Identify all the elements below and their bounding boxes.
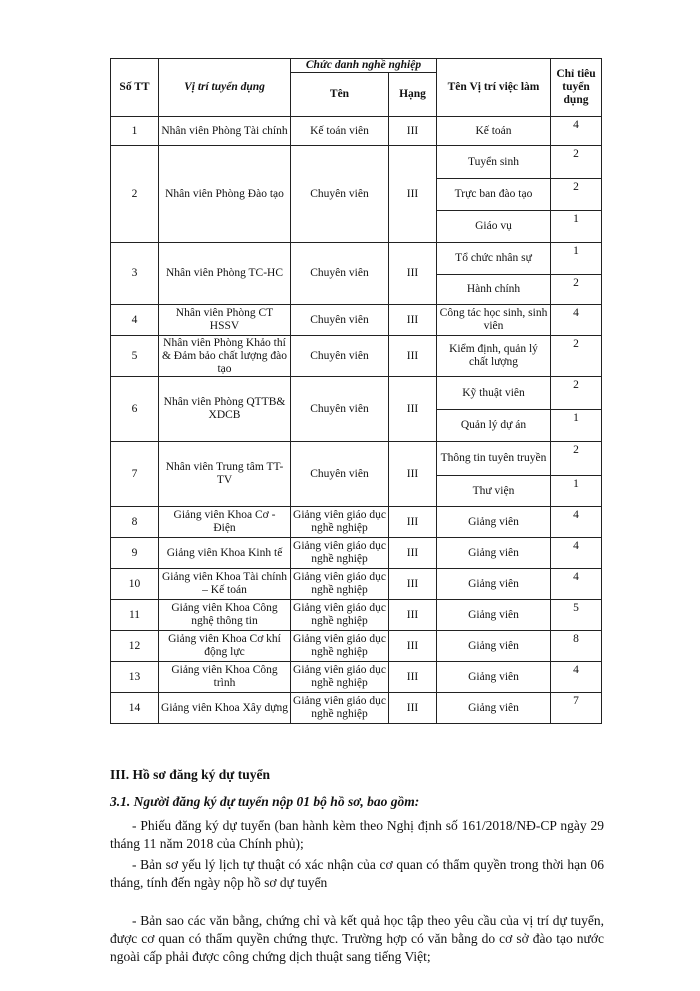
rank-cell: III bbox=[389, 377, 437, 442]
position-cell: Nhân viên Trung tâm TT-TV bbox=[159, 442, 291, 507]
header-title-rank: Hạng bbox=[389, 73, 437, 117]
job-name-cell: Tuyển sinh bbox=[437, 146, 551, 179]
job-name-cell: Tổ chức nhân sự bbox=[437, 243, 551, 275]
position-cell: Giảng viên Khoa Công trình bbox=[159, 662, 291, 693]
paragraph-diplomas: - Bản sao các văn bằng, chứng chỉ và kết quả học tập theo yêu cầu của vị trí dự tuyển, được cơ quan có thẩm quyền chứng thực. Trường hợp có văn bằng do cơ sở đào tạo nước ngoài cấp phải được công chứng dịch thuật sang tiếng Việt; bbox=[110, 913, 604, 964]
title-cell: Giảng viên giáo dục nghề nghiệp bbox=[291, 693, 389, 724]
title-cell: Chuyên viên bbox=[291, 377, 389, 442]
title-cell: Chuyên viên bbox=[291, 243, 389, 305]
table-row bbox=[111, 538, 602, 569]
row-number: 5 bbox=[111, 336, 159, 377]
position-cell: Giảng viên Khoa Cơ khí động lực bbox=[159, 631, 291, 662]
header-quota: Chỉ tiêu tuyển dụng bbox=[551, 59, 602, 117]
row-number: 8 bbox=[111, 507, 159, 538]
quota-cell: 4 bbox=[551, 117, 602, 146]
quota-cell: 8 bbox=[551, 631, 602, 662]
title-cell: Giảng viên giáo dục nghề nghiệp bbox=[291, 569, 389, 600]
job-name-cell: Quản lý dự án bbox=[437, 410, 551, 442]
title-cell: Giảng viên giáo dục nghề nghiệp bbox=[291, 538, 389, 569]
row-number: 14 bbox=[111, 693, 159, 724]
rank-cell: III bbox=[389, 243, 437, 305]
quota-cell: 1 bbox=[551, 476, 602, 507]
rank-cell: III bbox=[389, 336, 437, 377]
paragraph-curriculum-vitae: - Bản sơ yếu lý lịch tự thuật có xác nhận của cơ quan có thẩm quyền trong thời hạn 06 tháng, tính đến ngày nộp hồ sơ dự tuyển bbox=[110, 857, 604, 890]
title-cell: Giảng viên giáo dục nghề nghiệp bbox=[291, 600, 389, 631]
quota-cell: 4 bbox=[551, 538, 602, 569]
position-cell: Nhân viên Phòng Khảo thí & Đảm bảo chất lượng đào tạo bbox=[159, 336, 291, 377]
header-no: Số TT bbox=[111, 59, 159, 117]
row-number: 2 bbox=[111, 146, 159, 243]
quota-cell: 2 bbox=[551, 377, 602, 410]
table-row bbox=[111, 243, 602, 275]
header-position: Vị trí tuyển dụng bbox=[159, 59, 291, 117]
quota-cell: 4 bbox=[551, 662, 602, 693]
position-cell: Nhân viên Phòng Đào tạo bbox=[159, 146, 291, 243]
quota-cell: 5 bbox=[551, 600, 602, 631]
quota-cell: 2 bbox=[551, 275, 602, 305]
job-name-cell: Kỹ thuật viên bbox=[437, 377, 551, 410]
title-cell: Giảng viên giáo dục nghề nghiệp bbox=[291, 662, 389, 693]
table-row bbox=[111, 336, 602, 377]
job-name-cell: Công tác học sinh, sinh viên bbox=[437, 305, 551, 336]
rank-cell: III bbox=[389, 569, 437, 600]
quota-cell: 2 bbox=[551, 146, 602, 179]
job-name-cell: Hành chính bbox=[437, 275, 551, 305]
table-row bbox=[111, 693, 602, 724]
section-heading: III. Hồ sơ đăng ký dự tuyển bbox=[110, 767, 271, 782]
table-row bbox=[111, 377, 602, 410]
job-name-cell: Giảng viên bbox=[437, 631, 551, 662]
position-cell: Giảng viên Khoa Xây dựng bbox=[159, 693, 291, 724]
table-row bbox=[111, 662, 602, 693]
table-row bbox=[111, 442, 602, 476]
table-row bbox=[111, 507, 602, 538]
title-cell: Chuyên viên bbox=[291, 305, 389, 336]
title-cell: Kế toán viên bbox=[291, 117, 389, 146]
position-cell: Nhân viên Phòng CT HSSV bbox=[159, 305, 291, 336]
position-cell: Giảng viên Khoa Cơ - Điện bbox=[159, 507, 291, 538]
table-row bbox=[111, 117, 602, 146]
paragraph-registration-form: - Phiếu đăng ký dự tuyển (ban hành kèm theo Nghị định số 161/2018/NĐ-CP ngày 29 tháng 11 năm 2018 của Chính phủ); bbox=[110, 818, 604, 851]
row-number: 3 bbox=[111, 243, 159, 305]
rank-cell: III bbox=[389, 538, 437, 569]
job-name-cell: Giảng viên bbox=[437, 662, 551, 693]
job-name-cell: Giáo vụ bbox=[437, 211, 551, 243]
row-number: 11 bbox=[111, 600, 159, 631]
table-row bbox=[111, 631, 602, 662]
table-row bbox=[111, 146, 602, 179]
recruitment-table bbox=[110, 58, 602, 724]
table-row bbox=[111, 305, 602, 336]
quota-cell: 1 bbox=[551, 211, 602, 243]
rank-cell: III bbox=[389, 600, 437, 631]
job-name-cell: Thông tin tuyên truyền bbox=[437, 442, 551, 476]
quota-cell: 1 bbox=[551, 410, 602, 442]
job-name-cell: Thư viện bbox=[437, 476, 551, 507]
row-number: 9 bbox=[111, 538, 159, 569]
row-number: 7 bbox=[111, 442, 159, 507]
table-body bbox=[111, 117, 602, 724]
row-number: 10 bbox=[111, 569, 159, 600]
job-name-cell: Kiểm định, quản lý chất lượng bbox=[437, 336, 551, 377]
rank-cell: III bbox=[389, 305, 437, 336]
quota-cell: 2 bbox=[551, 336, 602, 377]
quota-cell: 2 bbox=[551, 442, 602, 476]
job-name-cell: Giảng viên bbox=[437, 538, 551, 569]
row-number: 6 bbox=[111, 377, 159, 442]
quota-cell: 4 bbox=[551, 569, 602, 600]
quota-cell: 1 bbox=[551, 243, 602, 275]
header-title-group: Chức danh nghề nghiệp bbox=[291, 59, 437, 73]
table-row bbox=[111, 569, 602, 600]
title-cell: Chuyên viên bbox=[291, 336, 389, 377]
quota-cell: 4 bbox=[551, 507, 602, 538]
row-number: 4 bbox=[111, 305, 159, 336]
rank-cell: III bbox=[389, 662, 437, 693]
row-number: 12 bbox=[111, 631, 159, 662]
job-name-cell: Giảng viên bbox=[437, 693, 551, 724]
position-cell: Giảng viên Khoa Công nghệ thông tin bbox=[159, 600, 291, 631]
job-name-cell: Trực ban đào tạo bbox=[437, 179, 551, 211]
job-name-cell: Giảng viên bbox=[437, 569, 551, 600]
position-cell: Nhân viên Phòng QTTB& XDCB bbox=[159, 377, 291, 442]
rank-cell: III bbox=[389, 117, 437, 146]
table-row bbox=[111, 600, 602, 631]
row-number: 1 bbox=[111, 117, 159, 146]
rank-cell: III bbox=[389, 631, 437, 662]
position-cell: Nhân viên Phòng TC-HC bbox=[159, 243, 291, 305]
position-cell: Nhân viên Phòng Tài chính bbox=[159, 117, 291, 146]
rank-cell: III bbox=[389, 146, 437, 243]
header-job-name: Tên Vị trí việc làm bbox=[437, 59, 551, 117]
position-cell: Giảng viên Khoa Kinh tế bbox=[159, 538, 291, 569]
rank-cell: III bbox=[389, 507, 437, 538]
job-name-cell: Giảng viên bbox=[437, 600, 551, 631]
title-cell: Giảng viên giáo dục nghề nghiệp bbox=[291, 507, 389, 538]
title-cell: Giảng viên giáo dục nghề nghiệp bbox=[291, 631, 389, 662]
title-cell: Chuyên viên bbox=[291, 146, 389, 243]
job-name-cell: Giảng viên bbox=[437, 507, 551, 538]
header-title-name: Tên bbox=[291, 73, 389, 117]
rank-cell: III bbox=[389, 693, 437, 724]
position-cell: Giảng viên Khoa Tài chính – Kế toán bbox=[159, 569, 291, 600]
quota-cell: 2 bbox=[551, 179, 602, 211]
section-subheading: 3.1. Người đăng ký dự tuyển nộp 01 bộ hồ sơ, bao gồm: bbox=[110, 794, 420, 809]
quota-cell: 7 bbox=[551, 693, 602, 724]
title-cell: Chuyên viên bbox=[291, 442, 389, 507]
quota-cell: 4 bbox=[551, 305, 602, 336]
row-number: 13 bbox=[111, 662, 159, 693]
job-name-cell: Kế toán bbox=[437, 117, 551, 146]
rank-cell: III bbox=[389, 442, 437, 507]
